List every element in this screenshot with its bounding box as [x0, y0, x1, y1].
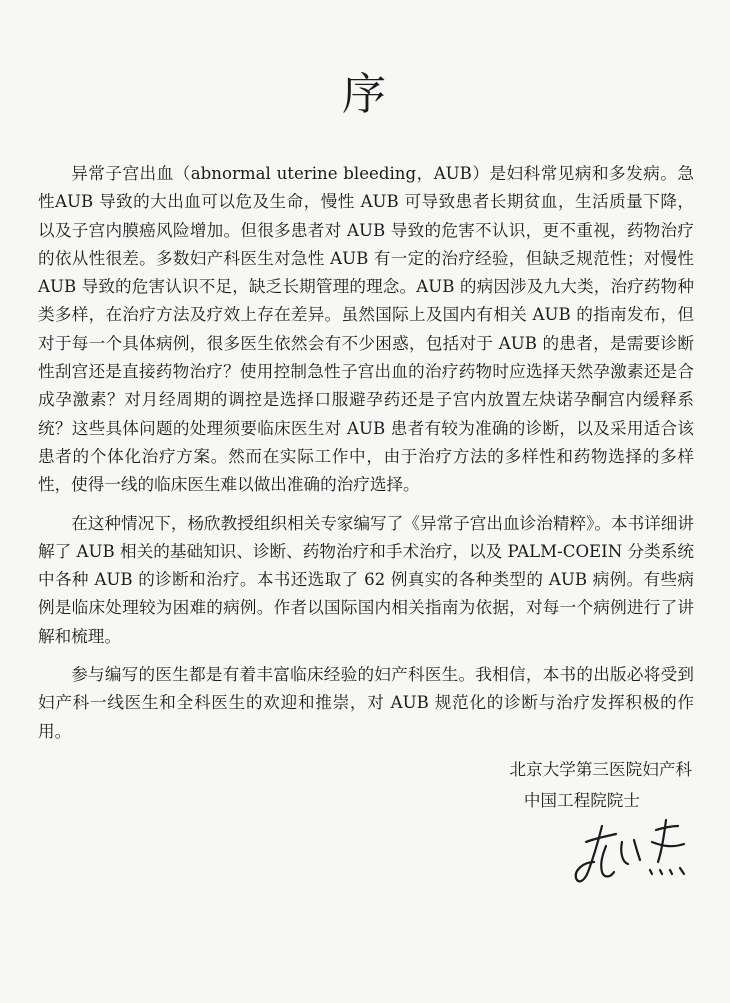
signature-affiliation: 北京大学第三医院妇产科 — [509, 760, 692, 779]
signature-title: 中国工程院院士 — [523, 791, 640, 810]
paragraph-3: 参与编写的医生都是有着丰富临床经验的妇产科医生。我相信，本书的出版必将受到妇产科一线医生和全科医生的欢迎和推崇，对 AUB 规范化的诊断与治疗发挥积极的作用。 — [38, 665, 694, 741]
paragraph-2: 在这种情况下，杨欣教授组织相关专家编写了《异常子宫出血诊治精粹》。本书详细讲解了 AUB 相关的基础知识、诊断、药物治疗和手术治疗，以及 PALM-COEIN 分类系统中各种 AUB 的诊断和治疗。本书还选取了 62 例真实的各种类型的 AUB 病例。有些病例是临床处理较为困难的病例。作者以国际国内相关指南为依据，对每一个病例进行了讲解和梳理。 — [38, 513, 694, 646]
paragraph-1: 异常子宫出血（abnormal uterine bleeding，AUB）是妇科常见病和多发病。急性AUB 导致的大出血可以危及生命，慢性 AUB 可导致患者长期贫血，生活质量下降，以及子宫内膜癌风险增加。但很多患者对 AUB 导致的危害不认识，更不重视，药物治疗的依从性很差。多数妇产科医生对急性 AUB 有一定的治疗经验，但缺乏规范性；对慢性 AUB 导致的危害认识不足，缺乏长期管理的理念。AUB 的病因涉及九大类，治疗药物种类多样，在治疗方法及疗效上存在差异。虽然国际上及国内有相关 AUB 的指南发布，但对于每一个具体病例，很多医生依然会有不少困惑，包括对于 AUB 的患者，是需要诊断性刮宫还是直接药物治疗？使用控制急性子宫出血的治疗药物时应选择天然孕激素还是合成孕激素？对月经周期的调控是选择口服避孕药还是子宫内放置左炔诺孕酮宫内缓释系统？这些具体问题的处理须要临床医生对 AUB 患者有较为准确的诊断，以及采用适合该患者的个体化治疗方案。然而在实际工作中，由于治疗方法的多样性和药物选择的多样性，使得一线的临床医生难以做出准确的治疗选择。 — [38, 164, 694, 495]
page-title: 序 — [342, 69, 388, 120]
handwritten-signature — [572, 812, 702, 892]
preface-body — [38, 160, 694, 756]
